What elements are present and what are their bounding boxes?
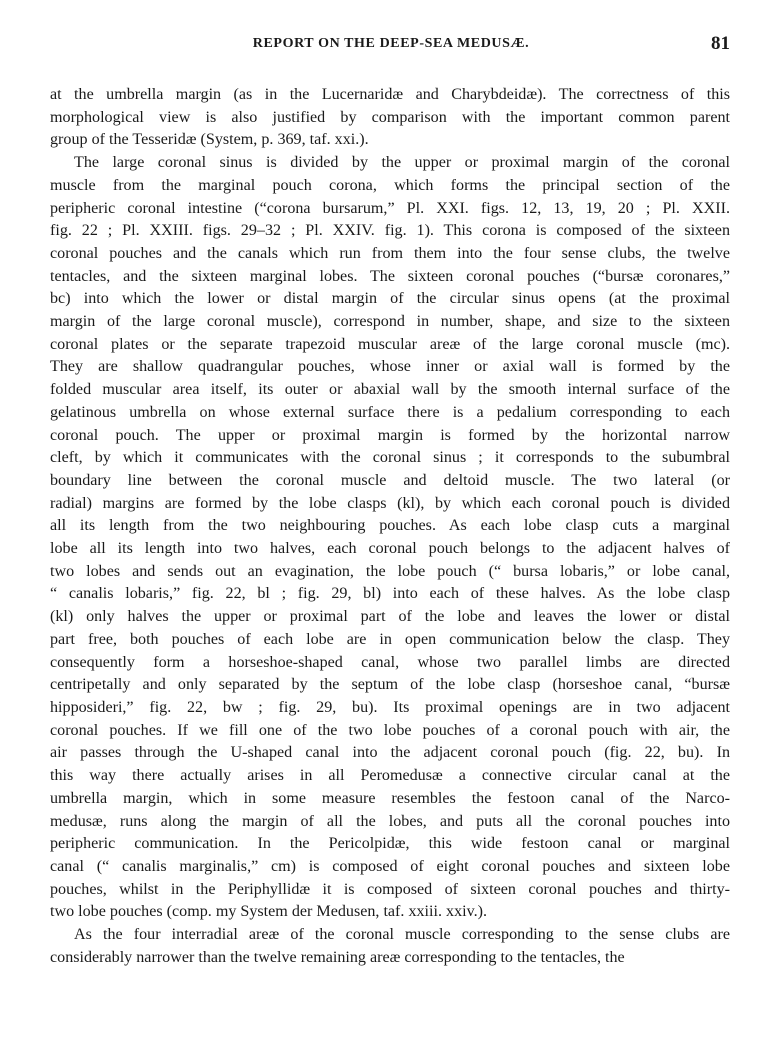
text-line: medusæ, runs along the margin of all the lobes, and puts all the coronal pouches into bbox=[50, 812, 730, 830]
text-line: They are shallow quadrangular pouches, whose inner or axial wall is formed by the bbox=[50, 358, 730, 376]
text-line: peripheric communication. In the Pericolpidæ, this wide festoon canal or marginal bbox=[50, 835, 730, 853]
text-line: coronal pouches. If we fill one of the two lobe pouches of a coronal pouch with air, the bbox=[50, 721, 730, 739]
body-text bbox=[50, 84, 730, 969]
text-line: morphological view is also justified by comparison with the important common parent bbox=[50, 108, 730, 126]
paragraph bbox=[50, 84, 730, 152]
text-line: two lobes and sends out an evagination, the lobe pouch (“ bursa lobaris,” or lobe canal, bbox=[50, 562, 730, 580]
text-line: As the four interradial areæ of the coronal muscle corresponding to the sense clubs are bbox=[74, 926, 730, 944]
text-line: all its length from the two neighbouring pouches. As each lobe clasp cuts a marginal bbox=[50, 517, 730, 535]
text-line: tentacles, and the sixteen marginal lobes. The sixteen coronal pouches (“bursæ coronares,” bbox=[50, 267, 730, 285]
running-title: REPORT ON THE DEEP-SEA MEDUSÆ. bbox=[252, 36, 530, 51]
text-line: lobe all its length into two halves, each coronal pouch belongs to the adjacent halves of bbox=[50, 540, 730, 558]
paragraph bbox=[50, 924, 730, 969]
text-line: folded muscular area itself, its outer or abaxial wall by the smooth internal surface of the bbox=[50, 381, 730, 399]
text-line: margin of the large coronal muscle), correspond in number, shape, and size to the sixteen bbox=[50, 313, 730, 331]
text-line: radial) margins are formed by the lobe clasps (kl), by which each coronal pouch is divided bbox=[50, 494, 730, 512]
text-line: considerably narrower than the twelve remaining areæ corresponding to the tentacles, the bbox=[50, 948, 625, 966]
text-line: The large coronal sinus is divided by the upper or proximal margin of the coronal bbox=[74, 154, 730, 172]
page-number: 81 bbox=[711, 33, 730, 54]
paragraph bbox=[50, 152, 730, 924]
text-line: part free, both pouches of each lobe are in open communication below the clasp. They bbox=[50, 630, 730, 648]
text-line: pouches, whilst in the Periphyllidæ it is composed of sixteen coronal pouches and thirty- bbox=[50, 880, 730, 898]
text-line: centripetally and only separated by the septum of the lobe clasp (horseshoe canal, “bursæ bbox=[50, 676, 730, 694]
text-line: “ canalis lobaris,” fig. 22, bl ; fig. 29, bl) into each of these halves. As the lobe clasp bbox=[50, 585, 730, 603]
text-line: peripheric coronal intestine (“corona bursarum,” Pl. XXI. figs. 12, 13, 19, 20 ; Pl. XXII. bbox=[50, 199, 730, 217]
text-line: two lobe pouches (comp. my System der Medusen, taf. xxiii. xxiv.). bbox=[50, 903, 487, 921]
text-line: coronal pouches and the canals which run from them into the four sense clubs, the twelve bbox=[50, 244, 730, 262]
text-line: canal (“ canalis marginalis,” cm) is composed of eight coronal pouches and sixteen lobe bbox=[50, 857, 730, 875]
text-line: air passes through the U-shaped canal into the adjacent coronal pouch (fig. 22, bu). In bbox=[50, 744, 730, 762]
text-line: gelatinous umbrella on whose external surface there is a pedalium corresponding to each bbox=[50, 403, 730, 421]
text-line: coronal pouch. The upper or proximal margin is formed by the horizontal narrow bbox=[50, 426, 730, 444]
text-line: this way there actually arises in all Peromedusæ a connective circular canal at the bbox=[50, 767, 730, 785]
text-line: coronal plates or the separate trapezoid muscular areæ of the large coronal muscle (mc). bbox=[50, 335, 730, 353]
text-line: consequently form a horseshoe-shaped canal, whose two parallel limbs are directed bbox=[50, 653, 730, 671]
text-line: at the umbrella margin (as in the Lucernaridæ and Charybdeidæ). The correctness of this bbox=[50, 86, 730, 103]
text-line: cleft, by which it communicates with the coronal sinus ; it corresponds to the subumbral bbox=[50, 449, 730, 467]
page-header bbox=[52, 33, 730, 60]
text-line: fig. 22 ; Pl. XXIII. figs. 29–32 ; Pl. XXIV. fig. 1). This corona is composed of the sixteen bbox=[50, 222, 730, 240]
text-line: muscle from the marginal pouch corona, which forms the principal section of the bbox=[50, 176, 730, 194]
text-line: hipposideri,” fig. 22, bw ; fig. 29, bu). Its proximal openings are in two adjacent bbox=[50, 698, 730, 716]
text-line: umbrella margin, which in some measure resembles the festoon canal of the Narco- bbox=[50, 789, 730, 807]
text-line: group of the Tesseridæ (System, p. 369, taf. xxi.). bbox=[50, 131, 369, 149]
text-line: (kl) only halves the upper or proximal part of the lobe and leaves the lower or distal bbox=[50, 608, 730, 626]
text-line: boundary line between the coronal muscle and deltoid muscle. The two lateral (or bbox=[50, 471, 730, 489]
text-line: bc) into which the lower or distal margin of the circular sinus opens (at the proximal bbox=[50, 290, 730, 308]
